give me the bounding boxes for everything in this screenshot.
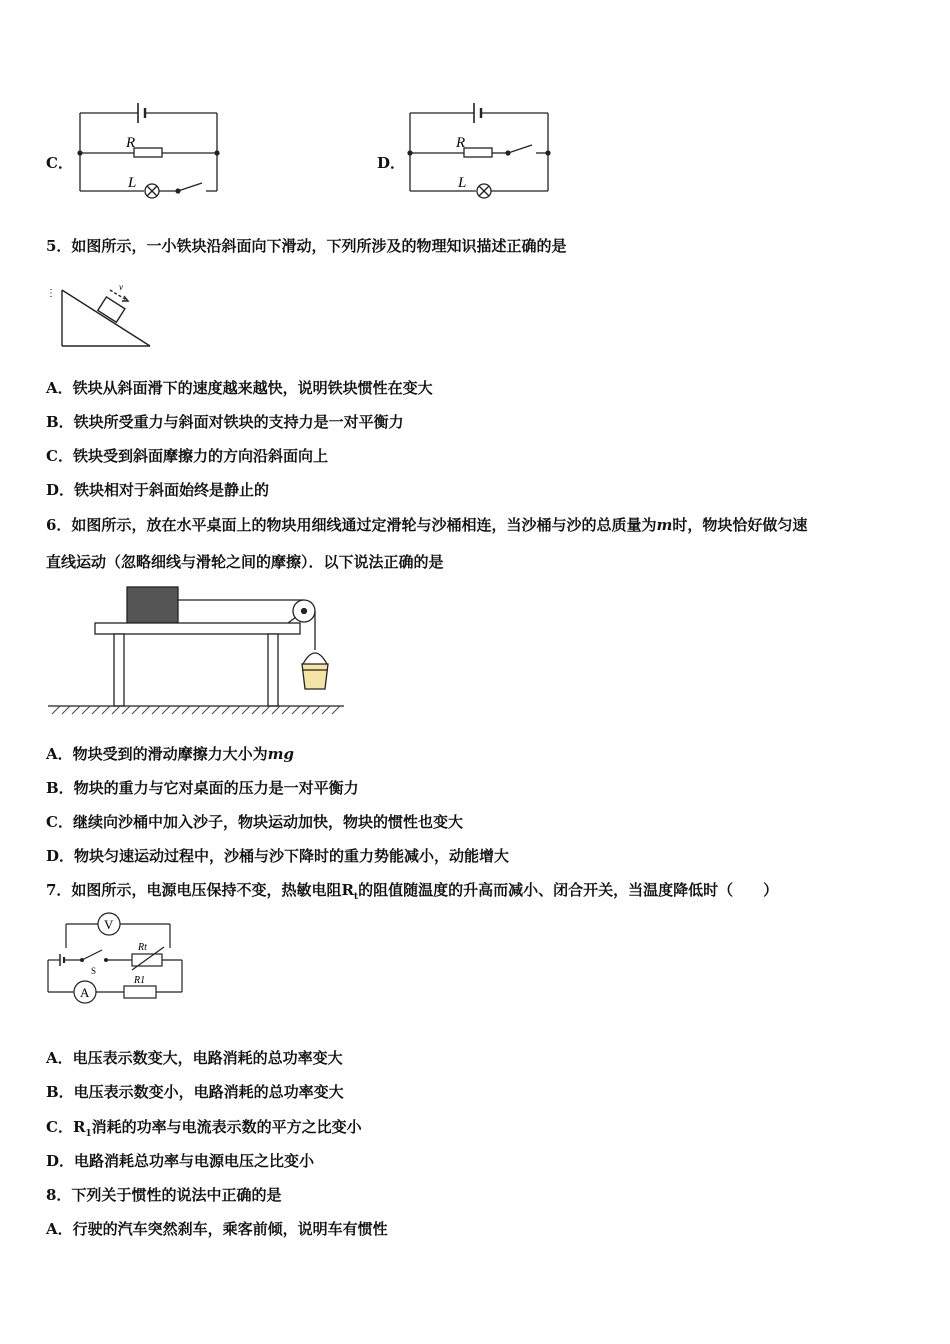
incline-diagram — [44, 282, 184, 354]
q6-option-b[interactable]: B．物块的重力与它对桌面的压力是一对平衡力 — [46, 779, 359, 797]
voltmeter-label: V — [104, 917, 114, 932]
label-r: R — [126, 135, 136, 151]
q7-option-c[interactable]: C．$R_1$消耗的功率与电流表示数的平方之比变小 — [46, 1118, 362, 1139]
velocity-label: v — [119, 282, 123, 292]
rt-label: Rt — [138, 942, 147, 953]
q5-option-b[interactable]: B．铁块所受重力与斜面对铁块的支持力是一对平衡力 — [46, 413, 404, 431]
circuit-c-diagram — [70, 95, 230, 205]
q7-option-d[interactable]: D．电路消耗总功率与电源电压之比变小 — [46, 1152, 315, 1170]
q7-option-a[interactable]: A．电压表示数变大，电路消耗的总功率变大 — [46, 1049, 343, 1067]
thermistor-circuit-diagram — [44, 910, 186, 1016]
question-6-stem-line2: 直线运动（忽略细线与滑轮之间的摩擦）．以下说法正确的是 — [46, 553, 444, 571]
question-7-stem: 7．如图所示，电源电压保持不变，热敏电阻$R_t$的阻值随温度的升高而减小、闭合开关，当温度降低时（ ） — [46, 881, 779, 902]
q7-option-b[interactable]: B．电压表示数变小，电路消耗的总功率变大 — [46, 1083, 344, 1101]
label-l: L — [128, 175, 137, 191]
svg-text:R: R — [456, 135, 466, 151]
question-6-stem-line1: 6．如图所示，放在水平桌面上的物块用细线通过定滑轮与沙桶相连，当沙桶与沙的总质量为m时，物块恰好做匀速 — [46, 516, 808, 534]
table-pulley-diagram — [44, 584, 350, 718]
r1-label: R1 — [134, 975, 146, 986]
q5-option-d[interactable]: D．铁块相对于斜面始终是静止的 — [46, 481, 270, 499]
ammeter-label: A — [80, 985, 90, 1000]
circuit-d-diagram — [400, 95, 560, 205]
question-5-stem: 5．如图所示，一小铁块沿斜面向下滑动，下列所涉及的物理知识描述正确的是 — [46, 237, 567, 255]
q6-option-a[interactable]: A．物块受到的滑动摩擦力大小为mg — [46, 745, 295, 763]
svg-text:L: L — [458, 175, 467, 191]
q8-option-a[interactable]: A．行驶的汽车突然刹车，乘客前倾，说明车有惯性 — [46, 1220, 388, 1238]
question-8-stem: 8．下列关于惯性的说法中正确的是 — [46, 1186, 282, 1204]
q5-option-c[interactable]: C．铁块受到斜面摩擦力的方向沿斜面向上 — [46, 447, 328, 465]
switch-label: S — [91, 966, 97, 976]
q5-option-a[interactable]: A．铁块从斜面滑下的速度越来越快，说明铁块惯性在变大 — [46, 379, 433, 397]
q6-option-d[interactable]: D．物块匀速运动过程中，沙桶与沙下降时的重力势能减小，动能增大 — [46, 847, 510, 865]
option-c-label[interactable]: C． — [46, 154, 73, 172]
svg-text:⋮: ⋮ — [46, 288, 56, 299]
q6-option-c[interactable]: C．继续向沙桶中加入沙子，物块运动加快，物块的惯性也变大 — [46, 813, 463, 831]
option-d-label[interactable]: D． — [377, 154, 406, 172]
